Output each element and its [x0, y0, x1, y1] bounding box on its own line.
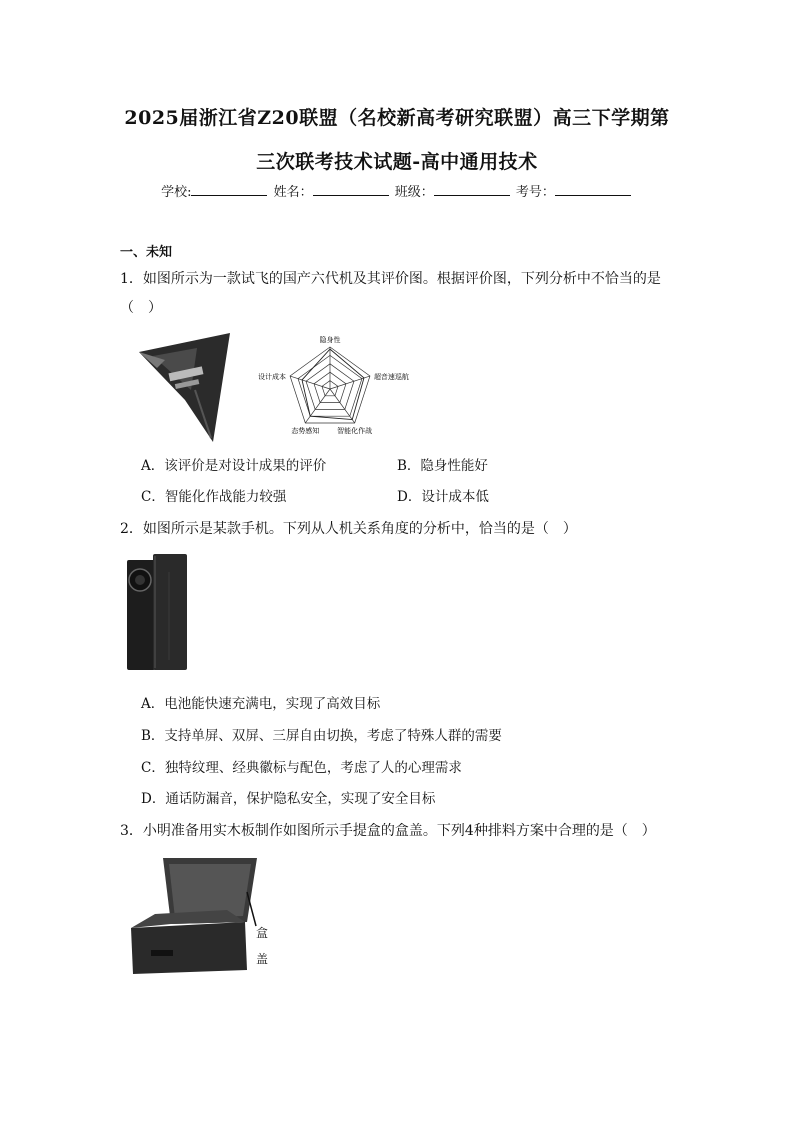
phone-image: [125, 552, 191, 674]
school-blank[interactable]: [191, 183, 267, 196]
q1-stem-line2: （ ）: [120, 300, 162, 316]
aircraft-image: [135, 330, 245, 446]
q3-stem: 3．小明准备用实木板制作如图所示手提盒的盒盖。下列4种排料方案中合理的是（ ）: [120, 823, 656, 839]
q1-option-c[interactable]: C．智能化作战能力较强: [141, 489, 287, 505]
evaluation-radar-chart: [250, 330, 410, 442]
section-heading: 一、未知: [120, 245, 173, 260]
name-blank[interactable]: [313, 183, 389, 196]
exam-number-label: 考号：: [515, 185, 555, 200]
radar-label-supercruise: 超音速巡航: [373, 373, 409, 382]
q2-option-a[interactable]: A．电池能快速充满电，实现了高效目标: [141, 696, 381, 712]
q1-option-a[interactable]: A．该评价是对设计成果的评价: [141, 458, 327, 474]
school-label: 学校:: [161, 185, 192, 200]
name-label: 姓名：: [273, 185, 313, 200]
q1-stem-line1: 1．如图所示为一款试飞的国产六代机及其评价图。根据评价图，下列分析中不恰当的是: [120, 271, 661, 287]
radar-value-polygon: [302, 349, 364, 419]
radar-label-design-cost: 设计成本: [258, 373, 287, 382]
box-lid-label-1: 盒: [256, 926, 269, 940]
q2-option-d[interactable]: D．通话防漏音，保护隐私安全，实现了安全目标: [141, 791, 436, 807]
q1-option-b[interactable]: B．隐身性能好: [397, 458, 488, 474]
q1-option-d[interactable]: D．设计成本低: [397, 489, 489, 505]
radar-axes: [290, 347, 370, 423]
exam-number-blank[interactable]: [555, 183, 631, 196]
q2-stem: 2．如图所示是某款手机。下列从人机关系角度的分析中，恰当的是（ ）: [120, 521, 577, 537]
box-image: [125, 852, 275, 977]
page-subtitle: 三次联考技术试题-高中通用技术: [256, 151, 538, 173]
q2-option-c[interactable]: C．独特纹理、经典徽标与配色，考虑了人的心理需求: [141, 760, 462, 776]
q2-option-b[interactable]: B．支持单屏、双屏、三屏自由切换，考虑了特殊人群的需要: [141, 728, 502, 744]
box-lid-label-2: 盖: [256, 952, 269, 966]
page-title: 2025届浙江省Z20联盟（名校新高考研究联盟）高三下学期第: [124, 107, 670, 129]
radar-label-situational-awareness: 态势感知: [291, 426, 320, 435]
radar-label-stealth: 隐身性: [319, 336, 341, 344]
class-blank[interactable]: [434, 183, 510, 196]
class-label: 班级：: [394, 185, 434, 200]
radar-label-intelligent-combat: 智能化作战: [337, 426, 373, 435]
student-info-line: [0, 181, 794, 200]
